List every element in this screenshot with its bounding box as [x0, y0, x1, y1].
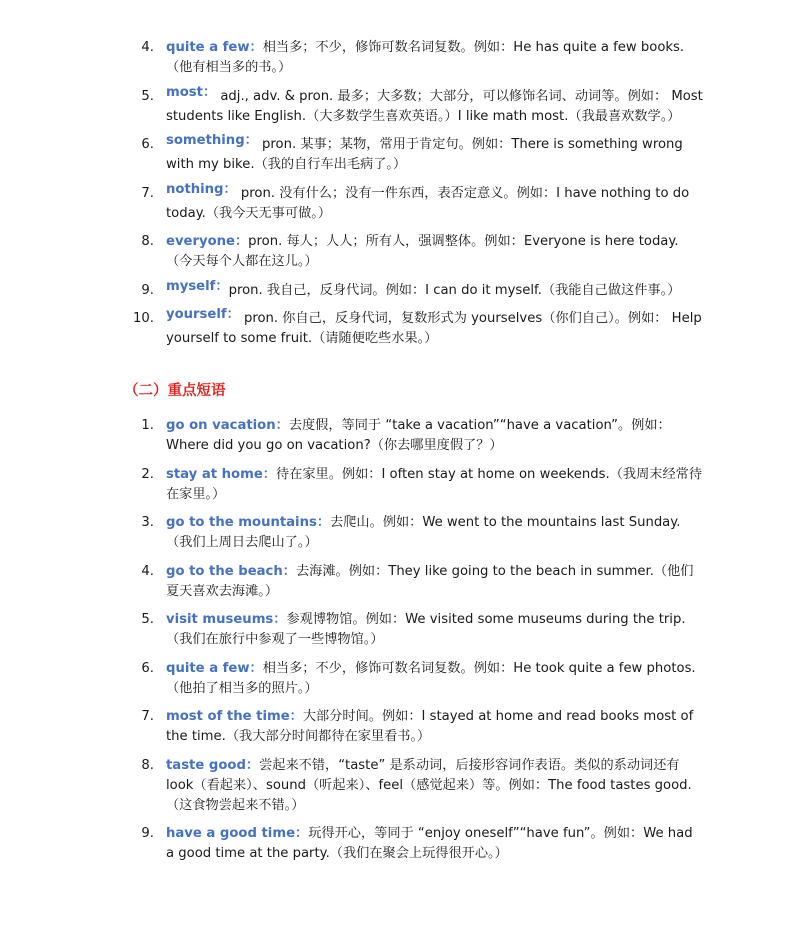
item-description: 去度假，等同于 “take a vacation”“have a vacation”。例如：Where did you go on vacation?（你去哪里度假了？） — [166, 418, 671, 453]
item-colon: ： — [223, 181, 237, 197]
item-term: go to the mountains — [166, 515, 317, 530]
item-description: 待在家里。例如：I often stay at home on weekends.（我周末经常待在家里。） — [166, 466, 703, 502]
list-item — [0, 135, 800, 175]
item-colon: ： — [249, 40, 263, 55]
item-description: 玩得开心，等同于 “enjoy oneself”“have fun”。例如：We had a good time at the party.（我们在聚会上玩得很开心。） — [166, 826, 693, 861]
item-number: 8. — [141, 757, 154, 773]
item-number: 3. — [141, 515, 154, 530]
phrase-list — [0, 416, 800, 873]
item-number: 6. — [141, 660, 154, 676]
item-colon: ： — [234, 234, 249, 249]
item-description: pron. 没有什么；没有一件东西，表否定意义。例如：I have nothing to do today.（我今天无事可做。） — [166, 185, 690, 221]
item-number: 5. — [141, 88, 154, 104]
item-description: 去海滩。例如：They like going to the beach in summer.（他们夏天喜欢去海滩。） — [166, 563, 694, 599]
item-description: 参观博物馆。例如：We visited some museums during the trip.（我们在旅行中参观了一些博物馆。） — [166, 612, 686, 647]
item-term: quite a few — [166, 660, 250, 676]
item-number: 4. — [141, 40, 154, 55]
item-term: have a good time — [166, 826, 296, 841]
list-item — [0, 562, 800, 602]
item-colon: ： — [295, 826, 309, 841]
item-description: 尝起来不错，“taste” 是系动词，后接形容词作表语。类似的系动词还有 look（看起来）、sound（听起来）、feel（感觉起来）等。例如：The food tastes good.（这食物尝起来不错。） — [166, 757, 692, 813]
item-colon: ： — [249, 660, 263, 676]
item-colon: ： — [226, 307, 240, 322]
item-number: 8. — [141, 234, 154, 249]
item-term: nothing — [166, 181, 224, 197]
item-term: most of the time — [166, 709, 290, 724]
list-item — [0, 84, 800, 127]
item-term: go on vacation — [166, 418, 276, 433]
item-description: pron. 你自己，反身代词，复数形式为 yourselves（你们自己）。例如： Help yourself to some fruit.（请随便吃些水果。） — [166, 311, 702, 346]
item-term: something — [166, 133, 245, 148]
list-item — [0, 309, 800, 349]
item-description: 相当多；不少，修饰可数名词复数。例如：He took quite a few photos.（他拍了相当多的照片。） — [166, 660, 696, 696]
list-item — [0, 181, 800, 224]
list-item — [0, 756, 800, 816]
item-number: 5. — [141, 612, 154, 627]
item-colon: ： — [316, 515, 331, 530]
item-number: 9. — [141, 826, 154, 841]
item-number: 9. — [141, 282, 154, 298]
item-colon: ： — [245, 757, 260, 773]
item-term: visit museums — [166, 612, 274, 627]
vocabulary-list — [0, 38, 800, 358]
list-item — [0, 513, 800, 553]
list-item — [0, 465, 800, 505]
list-item — [0, 38, 800, 78]
item-term: go to the beach — [166, 563, 283, 579]
item-number: 10. — [133, 311, 154, 326]
item-description: pron. 我自己，反身代词。例如：I can do it myself.（我能自己做这件事。） — [228, 282, 681, 298]
item-description: 去爬山。例如：We went to the mountains last Sunday.（我们上周日去爬山了。） — [166, 515, 681, 550]
item-colon: ： — [262, 466, 276, 482]
item-number: 4. — [141, 563, 154, 579]
item-description: adj., adv. & pron. 最多；大多数；大部分，可以修饰名词、动词等。例如： Most students like English.（大多数学生喜欢英语。）I like math most.（我最喜欢数学。） — [166, 88, 703, 124]
list-item — [0, 707, 800, 747]
item-description: pron. 每人；人人；所有人，强调整体。例如：Everyone is here today.（今天每个人都在这儿。） — [166, 234, 679, 269]
item-colon: ： — [215, 278, 229, 294]
item-number: 7. — [141, 185, 154, 201]
item-colon: ： — [273, 612, 287, 627]
item-colon: ： — [289, 709, 303, 724]
item-colon: ： — [282, 563, 296, 579]
item-description: pron. 某事；某物，常用于肯定句。例如：There is something wrong with my bike.（我的自行车出毛病了。） — [166, 137, 683, 172]
item-term: quite a few — [166, 40, 250, 55]
item-term: most — [166, 84, 203, 100]
item-number: 2. — [141, 466, 154, 482]
item-term: everyone — [166, 234, 235, 249]
item-number: 1. — [141, 418, 154, 433]
list-item — [0, 232, 800, 272]
item-colon: ： — [275, 418, 289, 433]
item-term: myself — [166, 278, 216, 294]
item-colon: ： — [244, 133, 258, 148]
item-number: 6. — [141, 137, 154, 152]
item-term: taste good — [166, 757, 246, 773]
list-item — [0, 824, 800, 864]
list-item — [0, 278, 800, 301]
item-term: yourself — [166, 307, 227, 322]
section-heading: （二）重点短语 — [124, 383, 226, 399]
list-item — [0, 610, 800, 650]
item-colon: ： — [202, 84, 217, 100]
list-item — [0, 416, 800, 456]
item-description: 相当多；不少，修饰可数名词复数。例如：He has quite a few books.（他有相当多的书。） — [166, 40, 685, 75]
item-description: 大部分时间。例如：I stayed at home and read books most of the time.（我大部分时间都待在家里看书。） — [166, 709, 694, 744]
item-term: stay at home — [166, 466, 263, 482]
list-item — [0, 659, 800, 699]
item-number: 7. — [141, 709, 154, 724]
